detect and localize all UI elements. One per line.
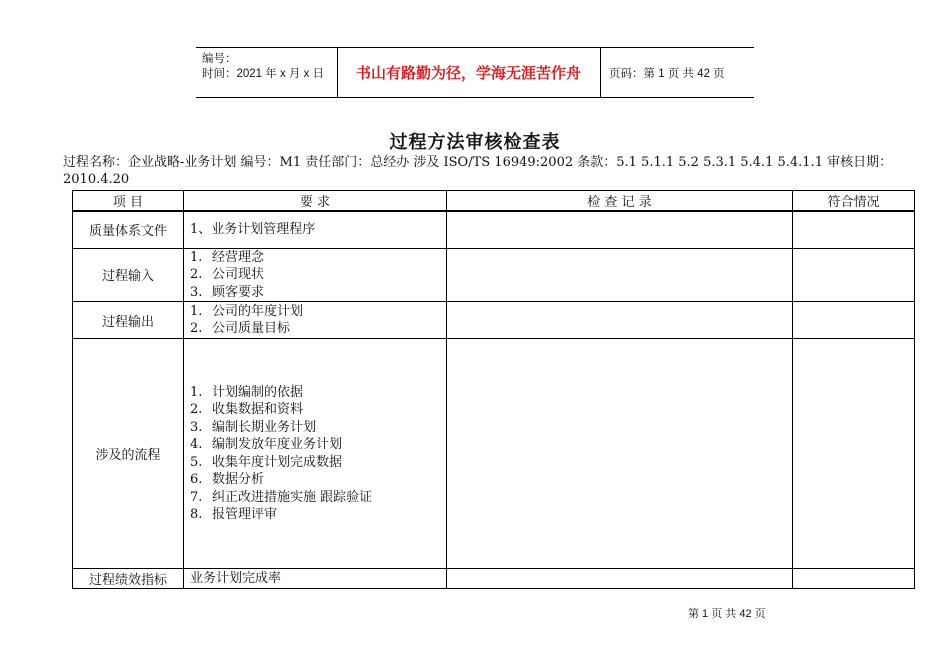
- row-requirements: [184, 569, 447, 589]
- row-conformity[interactable]: [793, 211, 915, 248]
- requirement-item: 1. 经营理念: [190, 249, 265, 265]
- table-row: [73, 211, 915, 248]
- row-conformity[interactable]: [793, 248, 915, 302]
- code-label: 编号：: [202, 53, 237, 65]
- row-requirements: [184, 248, 447, 302]
- document-header: [196, 47, 754, 98]
- requirement-item: 1、业务计划管理程序: [190, 222, 316, 237]
- motto: 书山有路勤为径，学海无涯苦作舟: [337, 48, 601, 97]
- page-title: 过程方法审核检查表: [389, 132, 561, 153]
- page-footer: 第 1 页 共 42 页: [688, 608, 766, 620]
- table-row: [73, 248, 915, 302]
- row-item-label: 涉及的流程: [73, 339, 184, 569]
- table-header-row: [73, 191, 915, 212]
- requirement-item: 2. 公司现状: [190, 267, 265, 282]
- column-header-item: 项 目: [73, 191, 184, 212]
- requirement-item: 6. 数据分析: [190, 472, 265, 487]
- requirement-item: 5. 收集年度计划完成数据: [190, 454, 343, 470]
- row-requirements: [184, 211, 447, 248]
- row-conformity[interactable]: [793, 302, 915, 339]
- table-row: [73, 339, 915, 569]
- table-row: [73, 569, 915, 589]
- row-check-record[interactable]: [447, 248, 793, 302]
- requirement-item: 2. 公司质量目标: [190, 321, 291, 336]
- header-left-cell: [196, 48, 338, 97]
- requirement-item: 1. 公司的年度计划: [190, 303, 304, 319]
- requirement-item: 2. 收集数据和资料: [190, 402, 304, 417]
- column-header-conformity: 符合情况: [793, 191, 915, 212]
- requirement-item: 3. 顾客要求: [190, 284, 265, 300]
- requirement-item: 8. 报管理评审: [190, 507, 278, 522]
- requirement-item: 3. 编制长期业务计划: [190, 419, 317, 435]
- requirement-item: 4. 编制发放年度业务计划: [190, 437, 343, 452]
- row-item-label: 质量体系文件: [73, 211, 184, 248]
- row-item-label: 过程输入: [73, 248, 184, 302]
- table-row: [73, 302, 915, 339]
- process-meta: 过程名称：企业战略-业务计划 编号：M1 责任部门：总经办 涉及 ISO/TS 16949:2002 条款：5.1 5.1.1 5.2 5.3.1 5.4.1 5.4.1.1 审核日期：2010.4.20: [63, 155, 893, 187]
- row-requirements: [184, 339, 447, 569]
- column-header-record: 检 查 记 录: [447, 191, 793, 212]
- requirement-item: 业务计划完成率: [190, 570, 282, 586]
- checklist-table: [72, 190, 915, 589]
- row-requirements: [184, 302, 447, 339]
- requirement-item: 1. 计划编制的依据: [190, 384, 304, 400]
- row-conformity[interactable]: [793, 569, 915, 589]
- requirement-item: 7. 纠正改进措施实施 跟踪验证: [190, 489, 373, 505]
- time-label: 时间：2021 年 x 月 x 日: [202, 68, 325, 80]
- row-check-record[interactable]: [447, 302, 793, 339]
- row-conformity[interactable]: [793, 339, 915, 569]
- row-item-label: 过程输出: [73, 302, 184, 339]
- column-header-requirement: 要 求: [184, 191, 447, 212]
- row-item-label: 过程绩效指标: [73, 569, 184, 589]
- row-check-record[interactable]: [447, 339, 793, 569]
- row-check-record[interactable]: [447, 569, 793, 589]
- row-check-record[interactable]: [447, 211, 793, 248]
- page-label: 页码：第 1 页 共 42 页: [609, 67, 725, 80]
